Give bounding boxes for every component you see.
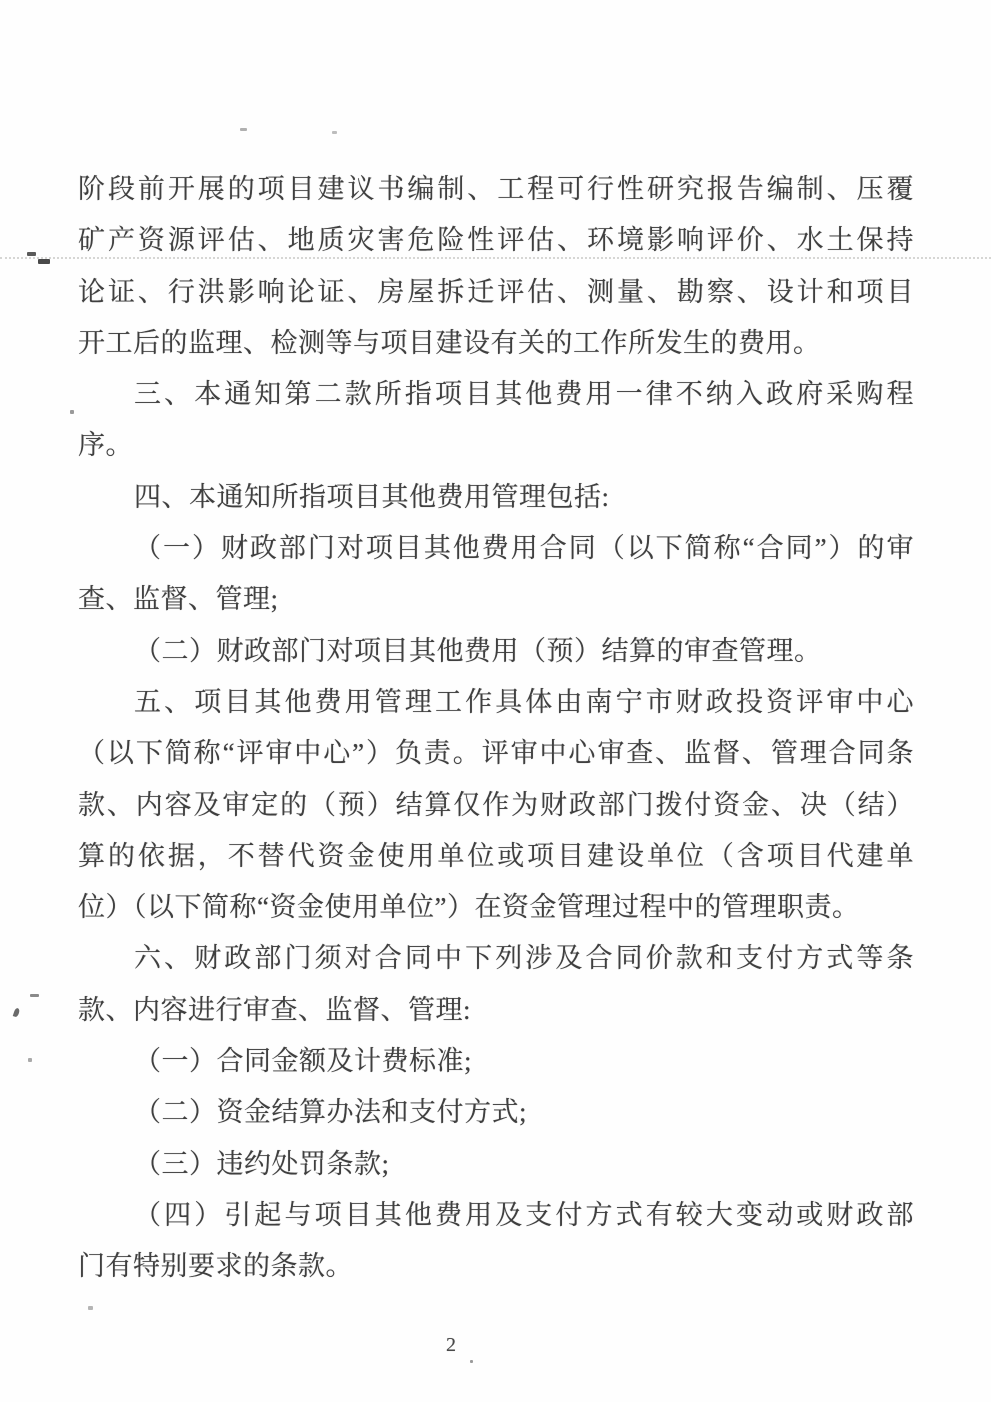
- scan-speck: [70, 410, 74, 414]
- text-line: 款、内容进行审查、监督、管理:: [78, 994, 472, 1025]
- text-line: 开工后的监理、检测等与项目建设有关的工作所发生的费用。: [78, 327, 821, 358]
- text-line: 论证、行洪影响论证、房屋拆迁评估、测量、勘察、设计和项目: [78, 276, 914, 307]
- text-line: 矿产资源评估、地质灾害危险性评估、环境影响评价、水土保持: [78, 225, 914, 256]
- scan-speck: [470, 1360, 473, 1363]
- text-line: （以下简称“评审中心”）负责。评审中心审查、监督、管理合同条: [78, 738, 914, 769]
- scan-speck: [30, 994, 39, 997]
- scan-speck: [240, 128, 247, 131]
- text-line: 阶段前开展的项目建议书编制、工程可行性研究报告编制、压覆: [78, 174, 914, 204]
- text-line: 门有特别要求的条款。: [78, 1251, 353, 1282]
- text-line: 序。: [78, 430, 133, 461]
- text-line: 三、本通知第二款所指项目其他费用一律不纳入政府采购程: [134, 379, 914, 410]
- page-number: 2: [446, 1334, 456, 1356]
- scan-speck: [27, 252, 36, 256]
- text-line: 位）（以下简称“资金使用单位”）在资金管理过程中的管理职责。: [78, 892, 860, 923]
- text-line: 算的依据，不替代资金使用单位或项目建设单位（含项目代建单: [78, 840, 914, 871]
- text-line: （二）财政部门对项目其他费用（预）结算的审查管理。: [134, 635, 822, 666]
- text-line: 五、项目其他费用管理工作具体由南宁市财政投资评审中心: [134, 686, 914, 717]
- text-line: （三）违约处罚条款;: [134, 1148, 390, 1179]
- scan-speck: [13, 1007, 21, 1017]
- text-line: （一）财政部门对项目其他费用合同（以下简称“合同”）的审: [134, 533, 914, 564]
- scan-speck: [28, 1058, 32, 1062]
- text-line: 查、监督、管理;: [78, 584, 279, 615]
- text-line: （一）合同金额及计费标准;: [134, 1046, 473, 1077]
- text-line: 四、本通知所指项目其他费用管理包括:: [134, 481, 610, 512]
- scan-speck: [88, 1306, 93, 1310]
- text-line: （四）引起与项目其他费用及支付方式有较大变动或财政部: [134, 1199, 914, 1230]
- document-text-block: [78, 164, 914, 1293]
- text-line: 六、财政部门须对合同中下列涉及合同价款和支付方式等条: [134, 943, 914, 974]
- text-line: （二）资金结算办法和支付方式;: [134, 1097, 528, 1128]
- scan-speck: [38, 259, 50, 264]
- text-line: 款、内容及审定的（预）结算仅作为财政部门拨付资金、决（结）: [78, 789, 914, 820]
- scan-speck: [332, 131, 337, 134]
